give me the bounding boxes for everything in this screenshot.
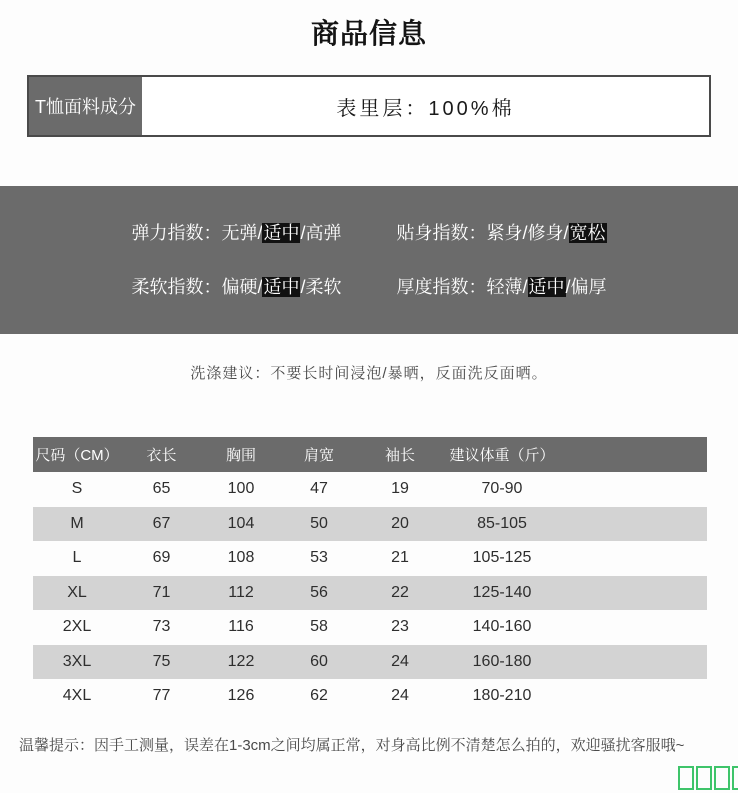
size-table-cell: 71 [152,583,171,601]
size-table-cell: 19 [391,480,409,498]
size-table-row [33,541,707,576]
size-table-header-cell: 肩宽 [303,447,334,464]
watermark-glyph-box [678,766,694,790]
size-table-cell: 105-125 [472,549,532,567]
size-table-cell: 180-210 [472,687,532,705]
index-option: 紧身 [486,223,523,243]
size-table-cell: 53 [310,549,328,567]
size-table-cell: L [72,549,82,567]
size-table-cell: 50 [310,514,328,532]
size-table-cell: 122 [227,652,255,670]
index-label: 柔软指数： [131,277,222,297]
index-option-highlighted: 适中 [263,223,300,243]
index-option: 轻薄 [486,277,523,297]
size-table-header-cell: 建议体重（斤） [449,447,555,464]
size-table-header-cell: 胸围 [225,447,256,464]
size-table-cell: 116 [228,618,254,636]
index-item: 贴身指数：紧身/修身/宽松 [396,223,606,243]
size-table-cell: 58 [310,618,328,636]
size-table-cell: 75 [152,652,171,670]
size-table-cell: 140-160 [472,618,532,636]
watermark-boxes [678,766,738,790]
size-table-cell: 24 [391,687,409,705]
size-table-cell: 73 [152,618,171,636]
size-table-cell: 112 [228,583,254,601]
size-table-cell: 104 [227,514,255,532]
size-table-header-cell: 尺码（CM） [35,447,119,464]
size-table-cell: 22 [391,583,409,601]
size-table-cell: 69 [152,549,171,567]
index-option: 高弹 [305,223,342,243]
size-table-cell: 70-90 [481,480,523,498]
size-table-cell: 85-105 [477,514,527,532]
size-table-cell: 60 [310,652,328,670]
index-label: 弹力指数： [131,223,222,243]
size-table-cell: 3XL [62,652,92,670]
fabric-composition-value: 表里层：100%棉 [336,97,515,120]
size-table-row [33,472,707,507]
index-option: 偏厚 [570,277,607,297]
size-table [33,437,707,714]
size-table-cell: 160-180 [472,652,532,670]
size-table-row [33,576,707,611]
size-table-cell: 65 [152,480,171,498]
size-table-cell: 2XL [62,618,92,636]
size-table-cell: 108 [227,549,255,567]
size-table-cell: 4XL [62,687,92,705]
size-table-header-row [33,437,707,472]
index-item: 厚度指数：轻薄/适中/偏厚 [396,277,607,297]
size-table-cell: 56 [310,583,328,601]
index-item: 柔软指数：偏硬/适中/柔软 [131,277,342,297]
watermark-glyph-box [696,766,712,790]
fabric-composition-label: T恤面料成分 [29,77,142,135]
size-table-cell: 100 [227,480,255,498]
size-table-row [33,645,707,680]
size-table-cell: 125-140 [472,583,532,601]
index-option: 柔软 [305,277,342,297]
attribute-indices-panel [0,186,738,334]
size-table-cell: 23 [391,618,409,636]
size-table-cell: 77 [152,687,171,705]
size-table-body [33,472,707,714]
indices-row [0,221,738,245]
size-table-cell: XL [67,583,87,601]
size-table-cell: 67 [152,514,171,532]
size-table-cell: 47 [310,480,328,498]
page-title: 商品信息 [310,18,427,49]
index-option-highlighted: 适中 [263,277,300,297]
index-option-highlighted: 适中 [528,277,565,297]
washing-advice-note: 洗涤建议：不要长时间浸泡/暴晒，反面洗反面晒。 [190,365,548,382]
watermark-glyph-box [732,766,738,790]
size-table-cell: 126 [227,687,255,705]
size-table-cell: 62 [310,687,328,705]
fabric-composition-box [27,75,711,137]
index-item: 弹力指数：无弹/适中/高弹 [131,223,342,243]
index-option: 偏硬 [221,277,258,297]
indices-row [0,275,738,299]
size-table-row [33,610,707,645]
size-table-cell: S [71,480,83,498]
measurement-tips-note: 温馨提示：因手工测量，误差在1-3cm之间均属正常，对身高比例不清楚怎么拍的，欢迎骚扰客服哦~ [19,737,685,754]
watermark-glyph-box [714,766,730,790]
index-option-highlighted: 宽松 [569,223,606,243]
index-option: 修身 [527,223,564,243]
size-table-row [33,507,707,542]
size-table-header-cell: 衣长 [146,447,177,464]
size-table-header-cell: 袖长 [384,447,415,464]
index-label: 厚度指数： [396,277,487,297]
index-option: 无弹 [221,223,258,243]
size-table-cell: 24 [391,652,409,670]
size-table-row [33,679,707,714]
size-table-cell: M [70,514,84,532]
size-table-cell: 21 [391,549,409,567]
size-table-cell: 20 [391,514,409,532]
index-label: 贴身指数： [396,223,487,243]
